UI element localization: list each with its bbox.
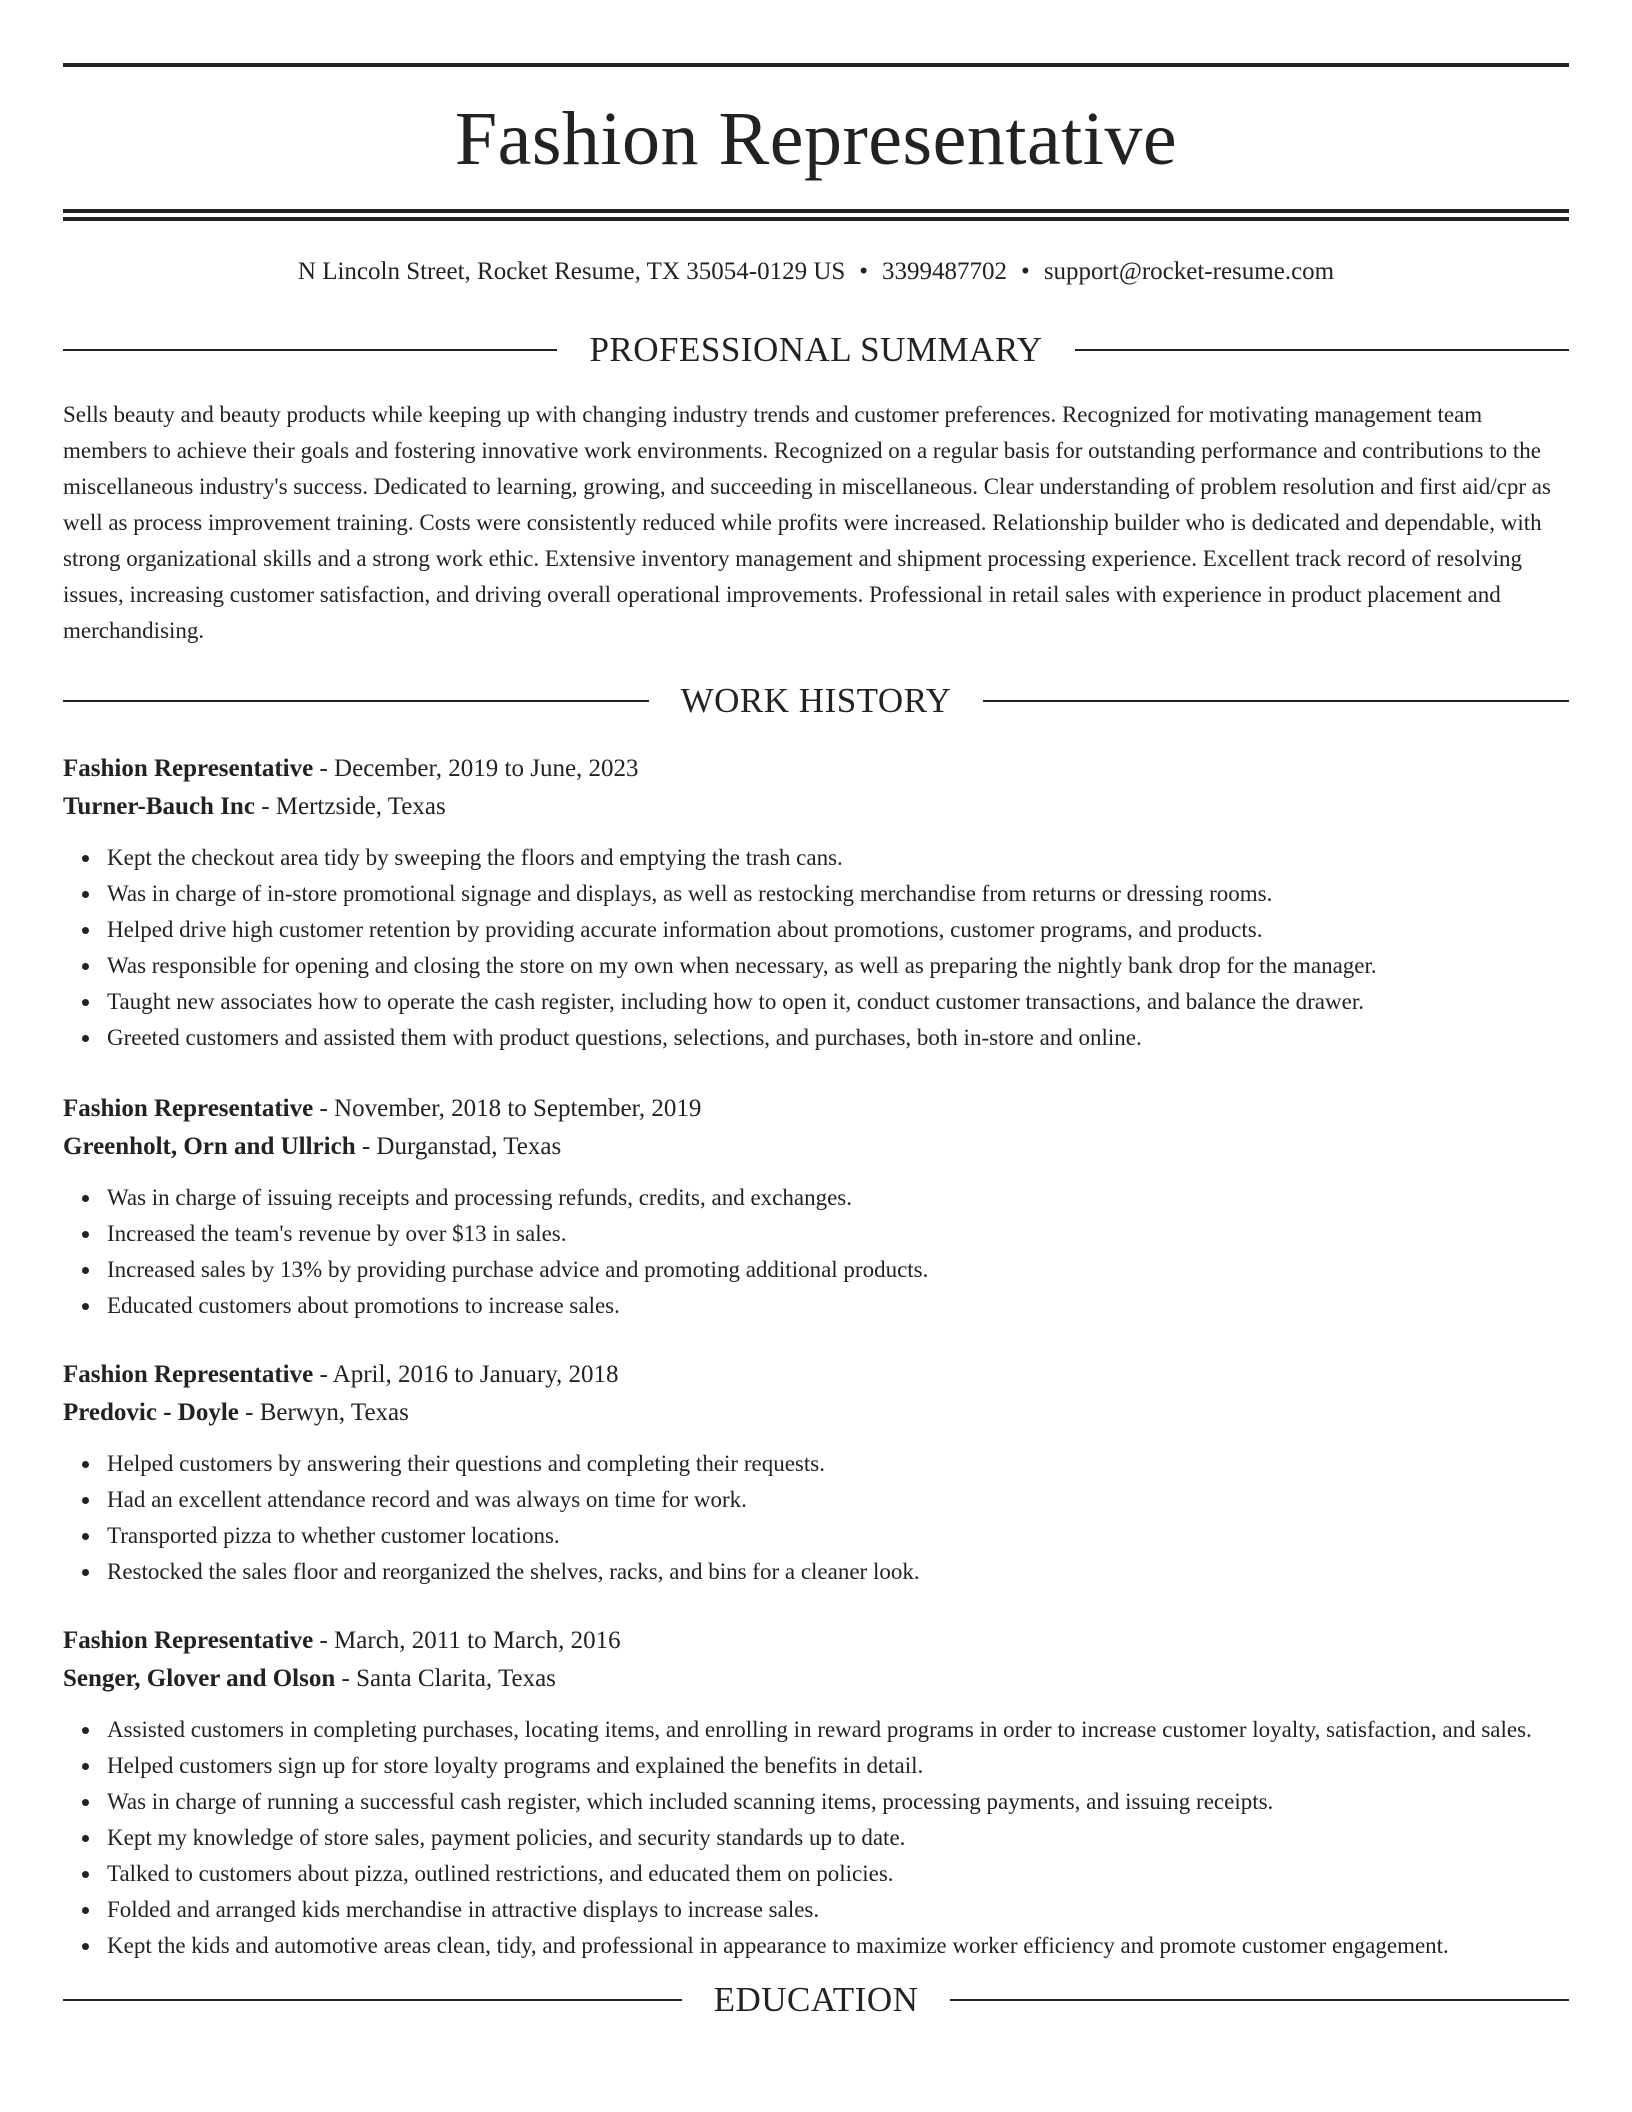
job-location: - Durganstad, Texas <box>355 1133 562 1160</box>
job-title-line <box>63 1356 1569 1394</box>
job-dates: - March, 2011 to March, 2016 <box>313 1627 621 1654</box>
job-entry <box>63 1090 1569 1324</box>
resume-name: Fashion Representative <box>454 97 1178 181</box>
job-bullet: Educated customers about promotions to increase sales. <box>107 1288 1569 1324</box>
contact-line <box>63 259 1569 284</box>
top-rule <box>63 63 1569 67</box>
job-title: Fashion Representative <box>63 755 314 782</box>
heading-rule-right <box>950 1999 1569 2001</box>
job-bullet: Assisted customers in completing purchases, locating items, and enrolling in reward programs in order to increase customer loyalty, satisfaction, and sales. <box>107 1712 1569 1748</box>
job-bullets <box>63 1446 1569 1590</box>
summary-text: Sells beauty and beauty products while keeping up with changing industry trends and customer preferences. Recognized for motivating management team members to achieve their goals and fostering innovative work environments. Recognized on a regular basis for outstanding performance and contributions to the miscellaneous industry's success. Dedicated to learning, growing, and succeeding in miscellaneous. Clear understanding of problem resolution and first aid/cpr as well as process improvement training. Costs were consistently reduced while profits were increased. Relationship builder who is dedicated and dependable, with strong organizational skills and a strong work ethic. Extensive inventory management and shipment processing experience. Excellent track record of resolving issues, increasing customer satisfaction, and driving overall operational improvements. Professional in retail sales with experience in product placement and merchandising. <box>63 402 1551 643</box>
job-title: Fashion Representative <box>63 1361 314 1388</box>
job-bullet: Was in charge of running a successful cash register, which included scanning items, processing payments, and issuing receipts. <box>107 1784 1569 1820</box>
job-entry <box>63 750 1569 1056</box>
job-bullet: Kept my knowledge of store sales, payment policies, and security standards up to date. <box>107 1820 1569 1856</box>
heading-rule-left <box>63 700 649 702</box>
job-bullets <box>63 1712 1569 1964</box>
job-bullet: Was in charge of in-store promotional signage and displays, as well as restocking merchandise from returns or dressing rooms. <box>107 876 1569 912</box>
job-bullet: Was in charge of issuing receipts and processing refunds, credits, and exchanges. <box>107 1180 1569 1216</box>
education-heading <box>63 1982 1569 2017</box>
work-history-heading <box>63 683 1569 718</box>
job-title-line <box>63 1622 1569 1660</box>
education-heading-title: EDUCATION <box>713 1980 919 2019</box>
job-bullet: Talked to customers about pizza, outlined restrictions, and educated them on policies. <box>107 1856 1569 1892</box>
job-bullet: Increased the team's revenue by over $13 in sales. <box>107 1216 1569 1252</box>
contact-email: support@rocket-resume.com <box>1043 258 1335 285</box>
job-bullet: Increased sales by 13% by providing purchase advice and promoting additional products. <box>107 1252 1569 1288</box>
job-company: Turner-Bauch Inc <box>63 793 255 820</box>
job-location: - Mertzside, Texas <box>254 793 446 820</box>
job-entry <box>63 1356 1569 1590</box>
heading-rule-left <box>63 1999 682 2001</box>
job-bullet: Taught new associates how to operate the cash register, including how to open it, conduct customer transactions, and balance the drawer. <box>107 984 1569 1020</box>
job-bullets <box>63 840 1569 1056</box>
heading-rule-left <box>63 349 557 351</box>
job-bullet: Helped customers sign up for store loyalty programs and explained the benefits in detail. <box>107 1748 1569 1784</box>
job-bullet: Folded and arranged kids merchandise in attractive displays to increase sales. <box>107 1892 1569 1928</box>
work-history-heading-title: WORK HISTORY <box>680 681 952 720</box>
summary-heading-title: PROFESSIONAL SUMMARY <box>589 330 1043 369</box>
job-company-line <box>63 1394 1569 1432</box>
job-company-line <box>63 788 1569 826</box>
job-dates: - April, 2016 to January, 2018 <box>313 1361 619 1388</box>
job-bullet: Kept the kids and automotive areas clean, tidy, and professional in appearance to maximize worker efficiency and promote customer engagement. <box>107 1928 1569 1964</box>
job-bullet: Restocked the sales floor and reorganized the shelves, racks, and bins for a cleaner look. <box>107 1554 1569 1590</box>
job-company: Senger, Glover and Olson <box>63 1665 336 1692</box>
contact-address: N Lincoln Street, Rocket Resume, TX 35054-0129 US <box>297 258 846 285</box>
job-location: - Berwyn, Texas <box>238 1399 409 1426</box>
job-company-line <box>63 1660 1569 1698</box>
job-entry <box>63 1622 1569 1964</box>
job-title: Fashion Representative <box>63 1095 314 1122</box>
job-title-line <box>63 1090 1569 1128</box>
job-location: - Santa Clarita, Texas <box>335 1665 556 1692</box>
job-title: Fashion Representative <box>63 1627 314 1654</box>
job-bullet: Kept the checkout area tidy by sweeping the floors and emptying the trash cans. <box>107 840 1569 876</box>
heading-rule-right <box>1075 349 1569 351</box>
job-bullets <box>63 1180 1569 1324</box>
job-bullet: Helped drive high customer retention by providing accurate information about promotions, customer programs, and products. <box>107 912 1569 948</box>
job-bullet: Was responsible for opening and closing the store on my own when necessary, as well as preparing the nightly bank drop for the manager. <box>107 948 1569 984</box>
job-title-line <box>63 750 1569 788</box>
header-double-rule <box>63 209 1569 221</box>
job-company: Predovic - Doyle <box>63 1399 239 1426</box>
job-bullet: Helped customers by answering their questions and completing their requests. <box>107 1446 1569 1482</box>
heading-rule-right <box>983 700 1569 702</box>
job-dates: - November, 2018 to September, 2019 <box>313 1095 702 1122</box>
job-bullet: Transported pizza to whether customer locations. <box>107 1518 1569 1554</box>
contact-separator: • <box>1021 258 1030 285</box>
job-bullet: Had an excellent attendance record and was always on time for work. <box>107 1482 1569 1518</box>
job-dates: - December, 2019 to June, 2023 <box>313 755 639 782</box>
contact-phone: 3399487702 <box>882 258 1008 285</box>
job-bullet: Greeted customers and assisted them with product questions, selections, and purchases, both in-store and online. <box>107 1020 1569 1056</box>
job-company-line <box>63 1128 1569 1166</box>
summary-heading <box>63 332 1569 367</box>
job-company: Greenholt, Orn and Ullrich <box>63 1133 356 1160</box>
contact-separator: • <box>859 258 869 285</box>
